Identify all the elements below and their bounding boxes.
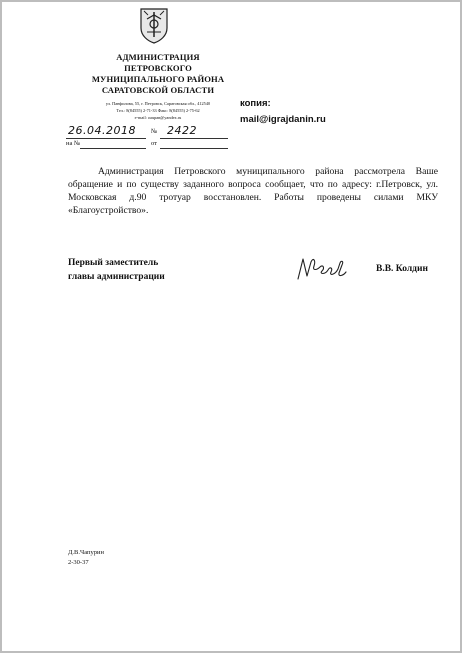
date-underline bbox=[66, 138, 146, 139]
handwritten-date: 26.04.2018 bbox=[68, 124, 136, 137]
executor-info bbox=[68, 548, 104, 568]
copy-label: копия: bbox=[240, 98, 271, 109]
body-paragraph: Администрация Петровского муниципального района рассмотрела Ваше обращение и по существу заданного вопроса сообщает, что по адресу: г.Петровск, ул. Московская д.90 тротуар восстановлен. Работы проведены силами МКУ «Благоустройство». bbox=[68, 166, 438, 216]
signatory-name: В.В. Колдин bbox=[376, 264, 428, 274]
ref-number-line bbox=[80, 148, 146, 149]
signatory-title-line: Первый заместитель bbox=[68, 258, 159, 268]
phone-line: Тел.: 8(84555) 2-71-33 Факс: 8(84555) 2-75-62 bbox=[116, 108, 200, 113]
handwritten-number: 2422 bbox=[167, 124, 197, 137]
letter-body bbox=[68, 165, 438, 217]
ref-date-label: от bbox=[151, 140, 158, 147]
email-line: e-mail: oaupan@yandex.ru bbox=[134, 115, 182, 120]
ref-date-line bbox=[160, 148, 228, 149]
signatory-title bbox=[68, 256, 165, 284]
coat-of-arms-emblem bbox=[138, 6, 170, 44]
number-underline bbox=[160, 138, 228, 139]
handwritten-signature bbox=[295, 254, 349, 282]
copy-email: mail@igrajdanin.ru bbox=[240, 114, 326, 125]
org-line: МУНИЦИПАЛЬНОГО РАЙОНА bbox=[91, 74, 225, 84]
org-line: ПЕТРОВСКОГО bbox=[124, 63, 192, 73]
executor-phone: 2-30-37 bbox=[68, 559, 89, 566]
org-line: АДМИНИСТРАЦИЯ bbox=[116, 52, 200, 62]
signatory-title-line: главы администрации bbox=[68, 272, 165, 282]
org-line: САРАТОВСКОЙ ОБЛАСТИ bbox=[101, 85, 215, 95]
executor-name: Д.В.Чапурин bbox=[68, 549, 104, 556]
organization-address bbox=[58, 100, 258, 121]
number-sign: № bbox=[151, 128, 158, 135]
address-line: ул. Панфилова, 55, г. Петровск, Саратовская обл., 412540 bbox=[105, 101, 211, 106]
ref-number-label: на № bbox=[66, 140, 81, 147]
organization-name bbox=[58, 52, 258, 96]
